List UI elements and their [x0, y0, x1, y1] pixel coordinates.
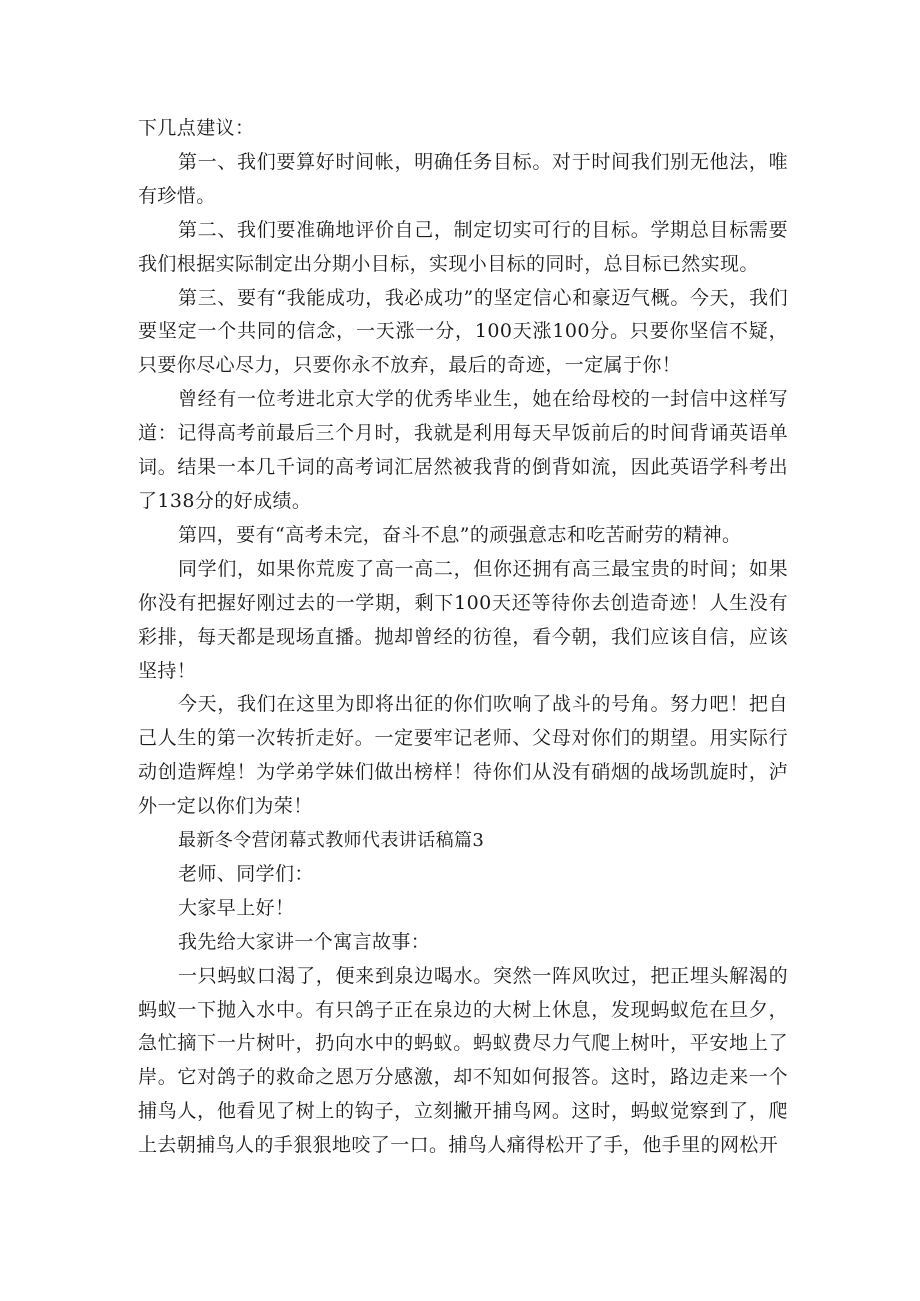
paragraph-3: 第二、我们要准确地评价自己，制定切实可行的目标。学期总目标需要我们根据实际制定出分期小目标，实现小目标的同时，总目标已然实现。	[138, 218, 788, 275]
paragraph-7: 同学们，如果你荒废了高一高二，但你还拥有高三最宝贵的时间；如果你没有把握好刚过去的一学期，剩下100天还等待你去创造奇迹！人生没有彩排，每天都是现场直播。抛却曾经的彷徨，看今朝，我们应该自信，应该坚持！	[138, 557, 788, 682]
story-paragraph: 一只蚂蚁口渴了，便来到泉边喝水。突然一阵风吹过，把正埋头解渴的蚂蚁一下抛入水中。有只鸽子正在泉边的大树上休息，发现蚂蚁危在旦夕，急忙摘下一片树叶，扔向水中的蚂蚁。蚂蚁费尽力气爬上树叶，平安地上了岸。它对鸽子的救命之恩万分感激，却不知如何报答。这时，路边走来一个捕鸟人，他看见了树上的钩子，立刻撇开捕鸟网。这时，蚂蚁觉察到了，爬上去朝捕鸟人的手狠狠地咬了一口。捕鸟人痛得松开了手，他手里的网松开	[138, 964, 788, 1157]
paragraph-8: 今天，我们在这里为即将出征的你们吹响了战斗的号角。努力吧！把自己人生的第一次转折走好。一定要牢记老师、父母对你们的期望。用实际行动创造辉煌！为学弟学妹们做出榜样！待你们从没有硝烟的战场凯旋时，泸外一定以你们为荣！	[138, 693, 788, 818]
paragraph-6: 第四，要有“高考未完，奋斗不息”的顽强意志和吃苦耐劳的精神。	[178, 523, 742, 546]
section-heading: 最新冬令营闭幕式教师代表讲话稿篇3	[178, 830, 485, 852]
greeting: 大家早上好！	[178, 896, 295, 919]
salutation: 老师、同学们：	[178, 862, 314, 885]
paragraph-4: 第三、要有“我能成功，我必成功”的坚定信心和豪迈气概。今天，我们要坚定一个共同的信念，一天涨一分，100天涨100分。只要你坚信不疑，只要你尽心尽力，只要你永不放弃，最后的奇迹，一定属于你！	[138, 286, 788, 377]
paragraph-5: 曾经有一位考进北京大学的优秀毕业生，她在给母校的一封信中这样写道：记得高考前最后三个月时，我就是利用每天早饭前后的时间背诵英语单词。结果一本几千词的高考词汇居然被我背的倒背如流，因此英语学科考出了138分的好成绩。	[138, 388, 788, 512]
paragraph-1: 下几点建议：	[138, 117, 255, 139]
document-page	[138, 112, 788, 1163]
paragraph-2: 第一、我们要算好时间帐，明确任务目标。对于时间我们别无他法，唯有珍惜。	[138, 150, 788, 207]
story-intro: 我先给大家讲一个寓言故事：	[178, 930, 431, 953]
